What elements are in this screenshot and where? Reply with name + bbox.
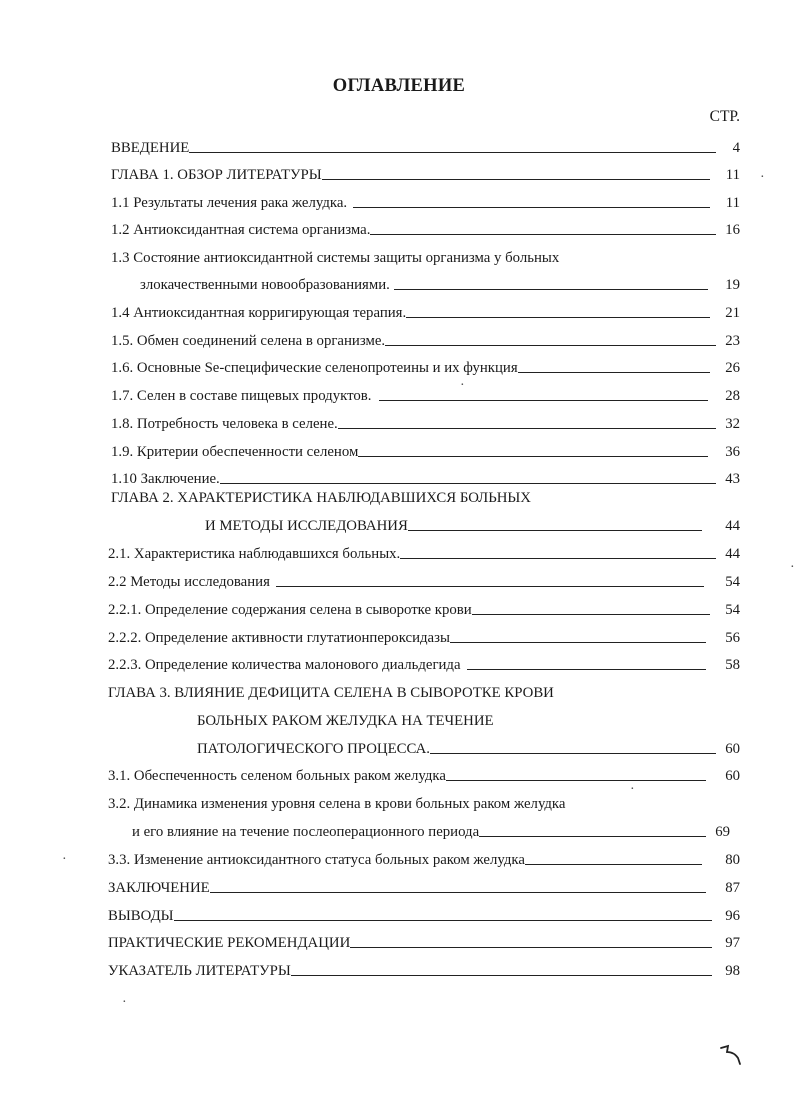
leader-line <box>291 975 712 976</box>
leader-line <box>350 947 712 948</box>
page-title: ОГЛАВЛЕНИЕ <box>332 76 466 96</box>
leader-line <box>446 780 706 781</box>
toc-entry-text: ГЛАВА 2. ХАРАКТЕРИСТИКА НАБЛЮДАВШИХСЯ БОЛЬНЫХ <box>111 490 531 506</box>
toc-entry-text: БОЛЬНЫХ РАКОМ ЖЕЛУДКА НА ТЕЧЕНИЕ <box>197 713 494 729</box>
scan-speck: · <box>630 782 635 797</box>
toc-entry-chapter-2[interactable] <box>111 485 531 507</box>
toc-entry-page: 23 <box>725 333 740 349</box>
leader-line <box>385 345 716 346</box>
toc-entry-page: 11 <box>725 195 740 211</box>
toc-entry-page: 87 <box>725 880 740 896</box>
toc-entry-text: 2.2.3. Определение количества малонового диальдегида <box>108 657 461 673</box>
toc-entry-text: 2.2.1. Определение содержания селена в сыворотке крови <box>108 602 472 618</box>
leader-line <box>189 152 716 153</box>
toc-entry-page: 16 <box>725 222 740 238</box>
toc-entry-page: 54 <box>725 574 740 590</box>
leader-line <box>276 586 704 587</box>
leader-line <box>467 669 706 670</box>
toc-entry-section-3-2-continued[interactable] <box>132 819 730 841</box>
toc-entry-page: 4 <box>732 140 740 156</box>
handwritten-mark-icon <box>718 1042 746 1068</box>
page-column-header: СТР. <box>709 108 740 125</box>
scan-speck: · <box>790 560 795 575</box>
toc-entry-text: 1.4 Антиоксидантная корригирующая терапия. <box>111 305 407 321</box>
toc-entry-section-1-6[interactable] <box>111 355 740 377</box>
toc-entry-chapter-3-line-3[interactable] <box>197 736 740 758</box>
leader-line <box>370 234 716 235</box>
toc-entry-text: 1.10 Заключение. <box>111 471 220 487</box>
toc-entry-section-1-3-continued[interactable] <box>140 272 740 294</box>
leader-line <box>406 317 710 318</box>
leader-line <box>472 614 710 615</box>
toc-entry-section-1-4[interactable] <box>111 300 740 322</box>
toc-entry-page: 44 <box>725 518 740 534</box>
toc-entry-page: 36 <box>725 444 740 460</box>
toc-entry-text: ВЫВОДЫ <box>108 908 174 924</box>
leader-line <box>379 400 708 401</box>
toc-entry-recommendations[interactable] <box>108 930 740 952</box>
leader-line <box>400 558 716 559</box>
toc-entry-text: 3.1. Обеспеченность селеном больных раком желудка <box>108 768 446 784</box>
scan-speck: · <box>122 995 127 1010</box>
toc-entry-text: 1.1 Результаты лечения рака желудка. <box>111 195 348 211</box>
toc-entry-page: 58 <box>725 657 740 673</box>
toc-entry-chapter-3[interactable] <box>108 680 554 702</box>
toc-entry-section-3-2[interactable] <box>108 791 565 813</box>
toc-entry-section-1-8[interactable] <box>111 411 740 433</box>
toc-entry-text: ВВЕДЕНИЕ <box>111 140 190 156</box>
toc-entry-text: УКАЗАТЕЛЬ ЛИТЕРАТУРЫ <box>108 963 291 979</box>
leader-line <box>220 483 716 484</box>
toc-entry-section-1-3[interactable] <box>111 245 559 267</box>
toc-entry-section-1-5[interactable] <box>111 328 740 350</box>
toc-entry-page: 60 <box>725 741 740 757</box>
toc-entry-page: 97 <box>725 935 740 951</box>
leader-line <box>430 753 716 754</box>
toc-entry-text: 1.2 Антиоксидантная система организма. <box>111 222 371 238</box>
toc-entry-chapter-3-line-2[interactable] <box>197 708 494 730</box>
toc-entry-page: 56 <box>725 630 740 646</box>
leader-line <box>394 289 708 290</box>
leader-line <box>353 207 710 208</box>
toc-entry-section-1-2[interactable] <box>111 217 740 239</box>
toc-entry-section-1-9[interactable] <box>111 439 740 461</box>
toc-entry-page: 98 <box>725 963 740 979</box>
toc-entry-page: 43 <box>725 471 740 487</box>
leader-line <box>322 179 710 180</box>
leader-line <box>450 642 706 643</box>
scan-speck: · <box>460 378 465 393</box>
leader-line <box>518 372 710 373</box>
leader-line <box>174 920 712 921</box>
toc-entry-page: 11 <box>725 167 740 183</box>
toc-entry-text: 3.3. Изменение антиоксидантного статуса больных раком желудка <box>108 852 525 868</box>
toc-entry-page: 44 <box>725 546 740 562</box>
toc-entry-section-1-7[interactable] <box>111 383 740 405</box>
toc-entry-text: 1.9. Критерии обеспеченности селеном <box>111 444 359 460</box>
toc-entry-text: ГЛАВА 3. ВЛИЯНИЕ ДЕФИЦИТА СЕЛЕНА В СЫВОРОТКЕ КРОВИ <box>108 685 554 701</box>
toc-entry-text: ПРАКТИЧЕСКИЕ РЕКОМЕНДАЦИИ <box>108 935 351 951</box>
toc-entry-page: 26 <box>725 360 740 376</box>
toc-entry-section-2-2-2[interactable] <box>108 625 740 647</box>
toc-entry-section-2-2[interactable] <box>108 569 740 591</box>
toc-entry-page: 69 <box>715 824 730 840</box>
toc-entry-text: 1.8. Потребность человека в селене. <box>111 416 338 432</box>
toc-entry-references[interactable] <box>108 958 740 980</box>
toc-entry-section-2-1[interactable] <box>108 541 740 563</box>
leader-line <box>525 864 702 865</box>
toc-entry-page: 19 <box>725 277 740 293</box>
toc-entry-text: И МЕТОДЫ ИССЛЕДОВАНИЯ <box>205 518 408 534</box>
leader-line <box>338 428 716 429</box>
toc-entry-chapter-2-continued[interactable] <box>205 513 740 535</box>
toc-entry-page: 28 <box>725 388 740 404</box>
toc-entry-page: 32 <box>725 416 740 432</box>
toc-entry-text: 1.3 Состояние антиоксидантной системы защиты организма у больных <box>111 250 560 266</box>
toc-entry-text: 2.2.2. Определение активности глутатионпероксидазы <box>108 630 450 646</box>
toc-entry-text: ЗАКЛЮЧЕНИЕ <box>108 880 210 896</box>
toc-entry-section-2-2-3[interactable] <box>108 652 740 674</box>
toc-entry-page: 21 <box>725 305 740 321</box>
toc-entry-page: 60 <box>725 768 740 784</box>
toc-entry-text: 3.2. Динамика изменения уровня селена в крови больных раком желудка <box>108 796 566 812</box>
scan-speck: · <box>62 852 67 867</box>
toc-entry-findings[interactable] <box>108 903 740 925</box>
toc-entry-section-3-3[interactable] <box>108 847 740 869</box>
toc-entry-text: 1.6. Основные Se-специфические селенопротеины и их функция <box>111 360 518 376</box>
toc-entry-text: 2.2 Методы исследования <box>108 574 270 590</box>
toc-entry-text: и его влияние на течение послеоперационного периода <box>132 824 480 840</box>
leader-line <box>210 892 706 893</box>
leader-line <box>358 456 708 457</box>
toc-entry-text: злокачественными новообразованиями. <box>140 277 390 293</box>
toc-entry-section-1-1[interactable] <box>111 190 740 212</box>
toc-entry-page: 54 <box>725 602 740 618</box>
toc-entry-chapter-1[interactable] <box>111 162 740 184</box>
toc-entry-section-3-1[interactable] <box>108 763 740 785</box>
toc-entry-section-2-2-1[interactable] <box>108 597 740 619</box>
toc-entry-page: 96 <box>725 908 740 924</box>
toc-entry-text: 2.1. Характеристика наблюдавшихся больных. <box>108 546 401 562</box>
leader-line <box>408 530 702 531</box>
toc-entry-introduction[interactable] <box>111 135 740 157</box>
toc-entry-text: ГЛАВА 1. ОБЗОР ЛИТЕРАТУРЫ <box>111 167 322 183</box>
toc-entry-text: ПАТОЛОГИЧЕСКОГО ПРОЦЕССА. <box>197 741 430 757</box>
toc-entry-text: 1.5. Обмен соединений селена в организме. <box>111 333 386 349</box>
toc-entry-text: 1.7. Селен в составе пищевых продуктов. <box>111 388 372 404</box>
leader-line <box>479 836 706 837</box>
toc-entry-conclusion[interactable] <box>108 875 740 897</box>
scan-speck: · <box>760 170 765 185</box>
toc-entry-page: 80 <box>725 852 740 868</box>
